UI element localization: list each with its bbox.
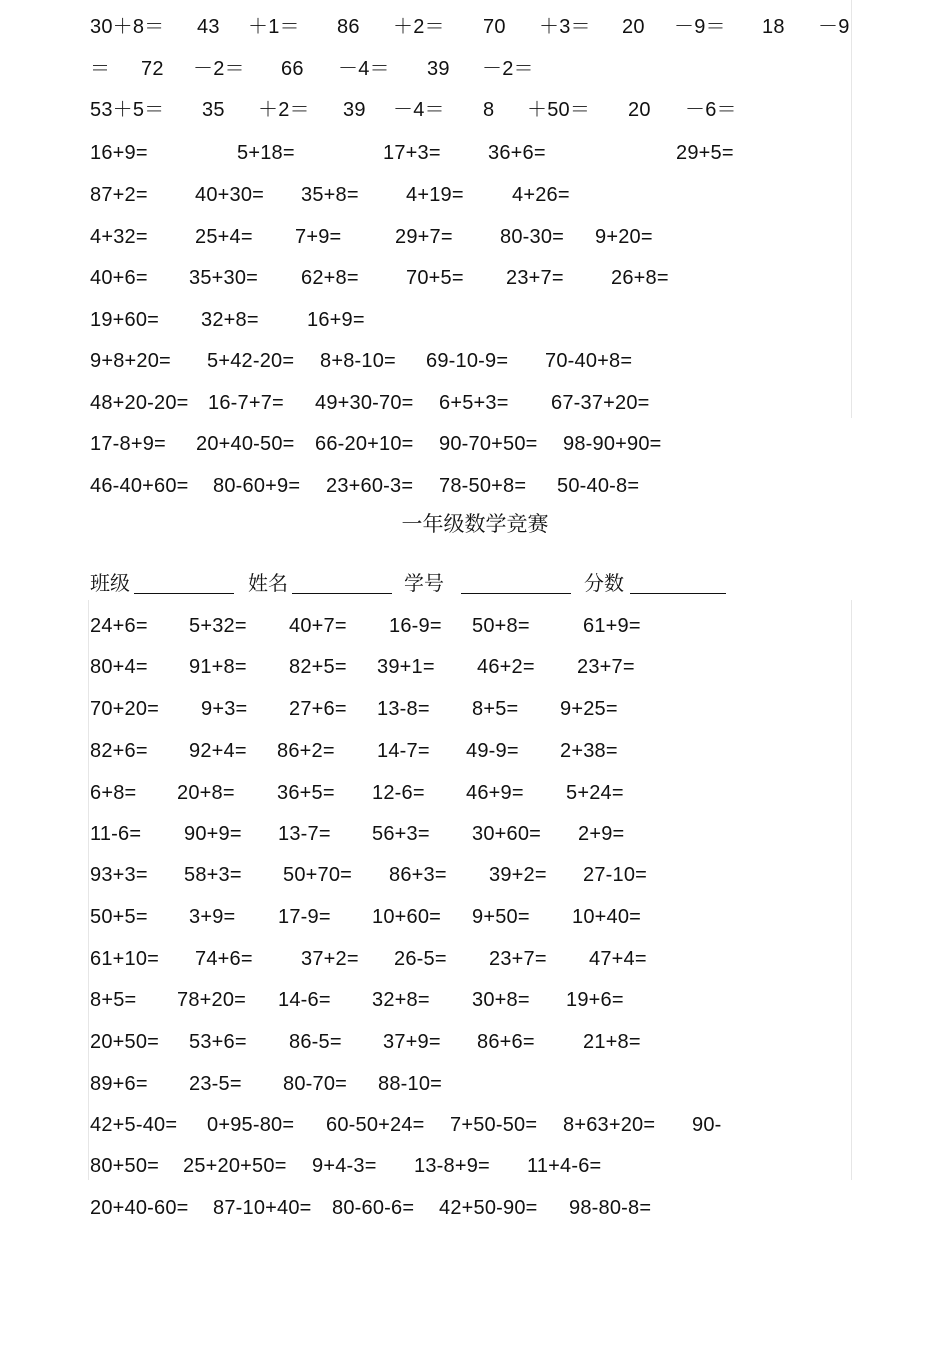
math-problem: 4+19= — [406, 184, 464, 206]
math-problem: 4+26= — [512, 184, 570, 206]
math-problem: 66-20+10= — [315, 433, 414, 455]
problem-row — [0, 305, 950, 335]
math-problem: 23+7= — [506, 267, 564, 289]
math-problem: 89+6= — [90, 1073, 148, 1095]
math-problem: 87-10+40= — [213, 1197, 312, 1219]
math-problem: 86-5= — [289, 1031, 342, 1053]
math-problem: 86+3= — [389, 864, 447, 886]
math-problem: ＋50＝ — [527, 99, 591, 121]
problem-row — [0, 180, 950, 210]
math-problem: 80-70= — [283, 1073, 348, 1095]
class-label: 班级 — [90, 571, 130, 595]
math-problem: 23-5= — [189, 1073, 242, 1095]
math-problem: 88-10= — [378, 1073, 443, 1095]
math-problem: 2+9= — [578, 823, 625, 845]
math-problem: 91+8= — [189, 656, 247, 678]
math-problem: 16+9= — [90, 142, 148, 164]
problem-row — [0, 222, 950, 252]
math-problem: 17-8+9= — [90, 433, 166, 455]
math-problem: 67-37+20= — [551, 392, 650, 414]
problem-row — [0, 902, 950, 932]
math-problem: 21+8= — [583, 1031, 641, 1053]
math-problem: 14-6= — [278, 989, 331, 1011]
math-problem: 20+50= — [90, 1031, 160, 1053]
math-problem: 19+60= — [90, 309, 160, 331]
math-problem: －6＝ — [685, 99, 737, 121]
math-problem: 13-7= — [278, 823, 331, 845]
math-problem: －4＝ — [393, 99, 445, 121]
number-label: 学号 — [404, 571, 444, 595]
math-problem: 98-90+90= — [563, 433, 662, 455]
math-problem: 11+4-6= — [527, 1155, 602, 1177]
name-label: 姓名 — [248, 571, 288, 595]
math-problem: 72 — [141, 58, 164, 80]
math-problem: 98-80-8= — [569, 1197, 652, 1219]
math-problem: 30+8= — [472, 989, 530, 1011]
math-problem: 90-70+50= — [439, 433, 538, 455]
problem-row — [0, 429, 950, 459]
math-problem: 50+70= — [283, 864, 353, 886]
math-problem: 39+1= — [377, 656, 435, 678]
math-problem: 87+2= — [90, 184, 148, 206]
math-problem: 40+6= — [90, 267, 148, 289]
math-problem: 9+20= — [595, 226, 653, 248]
math-problem: 20 — [628, 99, 651, 121]
math-problem: 13-8+9= — [414, 1155, 490, 1177]
math-problem: 5+18= — [237, 142, 295, 164]
math-problem: 70-40+8= — [545, 350, 633, 372]
math-problem: 82+5= — [289, 656, 347, 678]
math-problem: 50+8= — [472, 615, 530, 637]
class-blank[interactable] — [134, 593, 234, 594]
math-problem: ＋2＝ — [393, 16, 445, 38]
math-problem: 49+30-70= — [315, 392, 414, 414]
math-problem: ＋3＝ — [539, 16, 591, 38]
math-problem: 5+24= — [566, 782, 624, 804]
math-problem: 66 — [281, 58, 304, 80]
math-problem: 9+4-3= — [312, 1155, 377, 1177]
math-problem: 36+5= — [277, 782, 335, 804]
math-problem: 69-10-9= — [426, 350, 509, 372]
math-problem: 0+95-80= — [207, 1114, 295, 1136]
math-problem: 17+3= — [383, 142, 441, 164]
math-problem: 27-10= — [583, 864, 648, 886]
math-problem: 25+4= — [195, 226, 253, 248]
math-problem: 9+8+20= — [90, 350, 171, 372]
problem-row — [0, 12, 950, 42]
math-problem: 20+8= — [177, 782, 235, 804]
math-problem: －2＝ — [193, 58, 245, 80]
math-problem: 42+5-40= — [90, 1114, 178, 1136]
problem-row — [0, 471, 950, 501]
math-problem: 29+5= — [676, 142, 734, 164]
math-problem: 12-6= — [372, 782, 425, 804]
math-problem: －2＝ — [482, 58, 534, 80]
problem-row — [0, 54, 950, 84]
problem-row — [0, 95, 950, 125]
math-problem: 80+50= — [90, 1155, 160, 1177]
problem-row — [0, 985, 950, 1015]
problem-row — [0, 944, 950, 974]
math-problem: 20+40-60= — [90, 1197, 189, 1219]
math-problem: 5+42-20= — [207, 350, 295, 372]
problem-row — [0, 263, 950, 293]
math-problem: 35 — [202, 99, 225, 121]
math-problem: 80-60-6= — [332, 1197, 415, 1219]
math-problem: 10+40= — [572, 906, 642, 928]
math-problem: 49-9= — [466, 740, 519, 762]
math-problem: 37+2= — [301, 948, 359, 970]
math-problem: 26-5= — [394, 948, 447, 970]
problem-row — [0, 1110, 950, 1140]
math-problem: 56+3= — [372, 823, 430, 845]
math-problem: 27+6= — [289, 698, 347, 720]
math-problem: 46+9= — [466, 782, 524, 804]
math-problem: 10+60= — [372, 906, 442, 928]
math-problem: 6+8= — [90, 782, 137, 804]
math-problem: 16-7+7= — [208, 392, 284, 414]
math-problem: 78+20= — [177, 989, 247, 1011]
math-problem: 4+32= — [90, 226, 148, 248]
math-problem: 29+7= — [395, 226, 453, 248]
math-problem: ＝ — [90, 58, 111, 80]
math-problem: 6+5+3= — [439, 392, 509, 414]
math-problem: 53＋5＝ — [90, 99, 165, 121]
math-problem: ＋2＝ — [258, 99, 310, 121]
math-problem: 46+2= — [477, 656, 535, 678]
problem-row — [0, 860, 950, 890]
problem-row — [0, 778, 950, 808]
math-problem: 46-40+60= — [90, 475, 189, 497]
problem-row — [0, 1027, 950, 1057]
math-problem: 82+6= — [90, 740, 148, 762]
math-problem: ＋1＝ — [248, 16, 300, 38]
math-problem: 2+38= — [560, 740, 618, 762]
problem-row — [0, 1069, 950, 1099]
math-problem: 70+5= — [406, 267, 464, 289]
math-problem: 8+8-10= — [320, 350, 396, 372]
math-problem: 80+4= — [90, 656, 148, 678]
math-problem: 50-40-8= — [557, 475, 640, 497]
math-problem: 8+63+20= — [563, 1114, 656, 1136]
math-problem: 24+6= — [90, 615, 148, 637]
math-problem: 19+6= — [566, 989, 624, 1011]
math-problem: 50+5= — [90, 906, 148, 928]
math-problem: 58+3= — [184, 864, 242, 886]
math-problem: 53+6= — [189, 1031, 247, 1053]
math-problem: 8+5= — [472, 698, 519, 720]
problem-row — [0, 346, 950, 376]
math-problem: 39+2= — [489, 864, 547, 886]
problem-row — [0, 652, 950, 682]
math-problem: 9+50= — [472, 906, 530, 928]
math-problem: 17-9= — [278, 906, 331, 928]
math-problem: －9 — [818, 16, 850, 38]
math-problem: 86+2= — [277, 740, 335, 762]
math-problem: 62+8= — [301, 267, 359, 289]
score-blank[interactable] — [630, 593, 726, 594]
math-problem: 26+8= — [611, 267, 669, 289]
math-problem: 30＋8＝ — [90, 16, 165, 38]
math-problem: 48+20-20= — [90, 392, 189, 414]
problem-row — [0, 388, 950, 418]
math-problem: 70 — [483, 16, 506, 38]
math-problem: 23+7= — [577, 656, 635, 678]
math-problem: 80-30= — [500, 226, 565, 248]
math-problem: 13-8= — [377, 698, 430, 720]
math-problem: 25+20+50= — [183, 1155, 287, 1177]
math-problem: 78-50+8= — [439, 475, 527, 497]
problem-row — [0, 694, 950, 724]
math-problem: 93+3= — [90, 864, 148, 886]
math-problem: 32+8= — [201, 309, 259, 331]
math-problem: －9＝ — [674, 16, 726, 38]
math-problem: 16-9= — [389, 615, 442, 637]
math-problem: 36+6= — [488, 142, 546, 164]
problem-row — [0, 1193, 950, 1223]
math-problem: 47+4= — [589, 948, 647, 970]
math-problem: 80-60+9= — [213, 475, 301, 497]
math-problem: 61+9= — [583, 615, 641, 637]
math-problem: 39 — [343, 99, 366, 121]
math-problem: 60-50+24= — [326, 1114, 425, 1136]
problem-row — [0, 1151, 950, 1181]
math-problem: 74+6= — [195, 948, 253, 970]
math-problem: 35+8= — [301, 184, 359, 206]
problem-row — [0, 736, 950, 766]
math-problem: 11-6= — [90, 823, 142, 845]
number-blank[interactable] — [461, 593, 571, 594]
worksheet-title: 一年级数学竞赛 — [401, 512, 549, 536]
math-problem: 32+8= — [372, 989, 430, 1011]
math-problem: 40+30= — [195, 184, 265, 206]
math-problem: 5+32= — [189, 615, 247, 637]
math-problem: 23+7= — [489, 948, 547, 970]
math-problem: 35+30= — [189, 267, 259, 289]
math-problem: 14-7= — [377, 740, 430, 762]
name-blank[interactable] — [292, 593, 392, 594]
math-problem: 7+9= — [295, 226, 342, 248]
math-problem: 43 — [197, 16, 220, 38]
math-problem: 7+50-50= — [450, 1114, 538, 1136]
math-problem: 90- — [692, 1114, 722, 1136]
math-problem: 86+6= — [477, 1031, 535, 1053]
math-problem: 70+20= — [90, 698, 160, 720]
problem-row — [0, 138, 950, 168]
math-problem: 30+60= — [472, 823, 542, 845]
score-label: 分数 — [584, 571, 624, 595]
problem-row — [0, 819, 950, 849]
math-problem: 3+9= — [189, 906, 236, 928]
math-problem: 9+25= — [560, 698, 618, 720]
math-problem: 37+9= — [383, 1031, 441, 1053]
math-problem: 20 — [622, 16, 645, 38]
math-problem: 90+9= — [184, 823, 242, 845]
math-problem: 23+60-3= — [326, 475, 414, 497]
math-problem: 9+3= — [201, 698, 248, 720]
math-problem: 8 — [483, 99, 495, 121]
math-problem: 8+5= — [90, 989, 137, 1011]
math-problem: 61+10= — [90, 948, 160, 970]
math-problem: 20+40-50= — [196, 433, 295, 455]
math-problem: 16+9= — [307, 309, 365, 331]
math-problem: －4＝ — [338, 58, 390, 80]
math-problem: 18 — [762, 16, 785, 38]
math-problem: 39 — [427, 58, 450, 80]
math-problem: 92+4= — [189, 740, 247, 762]
math-problem: 86 — [337, 16, 360, 38]
student-info-row — [0, 568, 950, 598]
math-problem: 42+50-90= — [439, 1197, 538, 1219]
problem-row — [0, 611, 950, 641]
math-problem: 40+7= — [289, 615, 347, 637]
